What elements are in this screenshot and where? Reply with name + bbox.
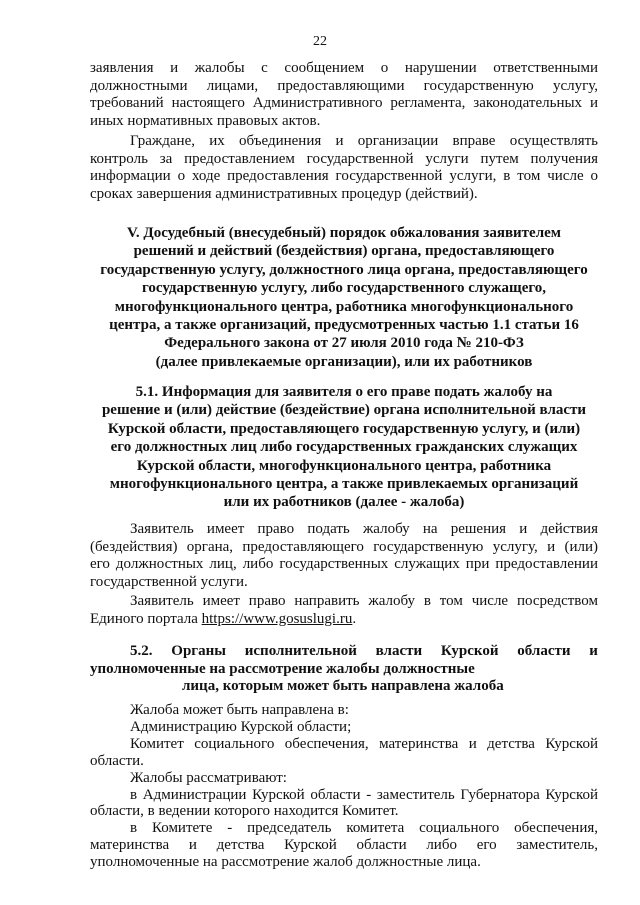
heading-line: его должностных лиц либо государственных гражданских служащих: [110, 439, 578, 456]
text-line: Граждане, их объединения и организации вправе осуществлять: [130, 133, 598, 149]
gosuslugi-link[interactable]: https://www.gosuslugi.ru: [201, 610, 353, 627]
heading-line: [90, 643, 598, 661]
section-5-2-heading: [90, 643, 598, 696]
heading-line: Федерального закона от 27 июля 2010 года № 210-ФЗ: [164, 335, 524, 352]
heading-word: Курской: [440, 643, 499, 659]
section-v-heading: [90, 224, 598, 371]
heading-word: 5.2.: [130, 643, 153, 659]
heading-line: (далее привлекаемые организации), или их работников: [155, 353, 533, 370]
section-5-1-heading: [90, 383, 598, 512]
heading-line: 5.1. Информация для заявителя о его праве подать жалобу на: [135, 384, 553, 400]
heading-line: многофункционального центра, работника многофункционального: [114, 298, 574, 315]
heading-word: власти: [375, 643, 423, 659]
complaint-recipients: [90, 702, 598, 871]
text-span: Единого портала: [90, 610, 202, 627]
heading-word: исполнительной: [244, 643, 357, 659]
paragraph-portal: [90, 593, 598, 628]
heading-word: и: [589, 643, 598, 659]
heading-line: государственную услугу, либо государственного служащего,: [141, 280, 547, 297]
paragraph-complaints-continuation: [90, 60, 598, 130]
text-line: Заявитель имеет право направить жалобу в том числе посредством: [130, 593, 598, 609]
text-line: иных нормативных правовых актов.: [90, 112, 321, 129]
text-line: должностными лицами, предоставляющими государственную услугу,: [90, 77, 598, 94]
text-line: материнства и детства Курской области либо его заместитель,: [90, 837, 598, 854]
text-span: .: [352, 610, 357, 627]
text-line: области.: [90, 752, 144, 769]
heading-line: решений и действий (бездействия) органа, предоставляющего: [133, 243, 555, 260]
heading-line: V. Досудебный (внесудебный) порядок обжалования заявителем: [126, 225, 562, 241]
heading-line: решение и (или) действие (бездействие) органа исполнительной власти: [101, 402, 587, 419]
text-line: [90, 611, 598, 629]
text-line: в Администрации Курской области - заместитель Губернатора Курской: [130, 786, 598, 803]
heading-line: Курской области, предоставляющего государственную услугу, и (или): [107, 420, 581, 437]
text-line: (бездействия) органа, предоставляющего государственную услугу, и (или): [90, 538, 598, 555]
text-line: в Комитете - председатель комитета социального обеспечения,: [130, 820, 598, 837]
heading-line: уполномоченные на рассмотрение жалобы должностные: [90, 660, 475, 677]
text-line: требований настоящего Административного регламента, законодательных и: [90, 95, 598, 111]
text-line: сроках завершения административных процедур (действий).: [90, 185, 478, 202]
heading-line: Курской области, многофункционального центра, работника: [136, 457, 552, 474]
text-line: Жалоба может быть направлена в:: [130, 702, 349, 718]
text-line: области, в ведении которого находится Комитет.: [90, 803, 399, 820]
text-line: Комитет социального обеспечения, материнства и детства Курской: [130, 735, 598, 752]
text-line: Заявитель имеет право подать жалобу на решения и действия: [130, 521, 598, 537]
heading-word: Органы: [171, 643, 226, 659]
heading-line: государственную услугу, должностного лица органа, предоставляющего: [100, 261, 588, 278]
text-line: его должностных лиц, либо государственных служащих при предоставлении: [90, 556, 598, 572]
text-line: государственной услуги.: [90, 573, 248, 590]
paragraph-right-to-complain: [90, 521, 598, 591]
text-line: контроль за предоставлением государственной услуги путем получения: [90, 150, 598, 167]
text-line: заявления и жалобы с сообщением о нарушении ответственными: [90, 60, 598, 76]
heading-line: центра, а также организаций, предусмотренных частью 1.1 статьи 16: [109, 317, 579, 334]
text-line: уполномоченные на рассмотрение жалоб должностные лица.: [90, 854, 481, 871]
page-number: 22: [313, 34, 327, 49]
text-line: Администрацию Курской области;: [130, 718, 352, 735]
heading-line: многофункционального центра, а также привлекаемых организаций: [109, 476, 579, 493]
heading-word: области: [517, 643, 571, 659]
paragraph-citizens-control: [90, 133, 598, 203]
heading-line: лица, которым может быть направлена жалоба: [182, 678, 504, 694]
heading-line: или их работников (далее - жалоба): [223, 494, 465, 511]
text-line: информации о ходе предоставления государственной услуги, в том числе о: [90, 168, 598, 184]
text-line: Жалобы рассматривают:: [130, 769, 287, 786]
